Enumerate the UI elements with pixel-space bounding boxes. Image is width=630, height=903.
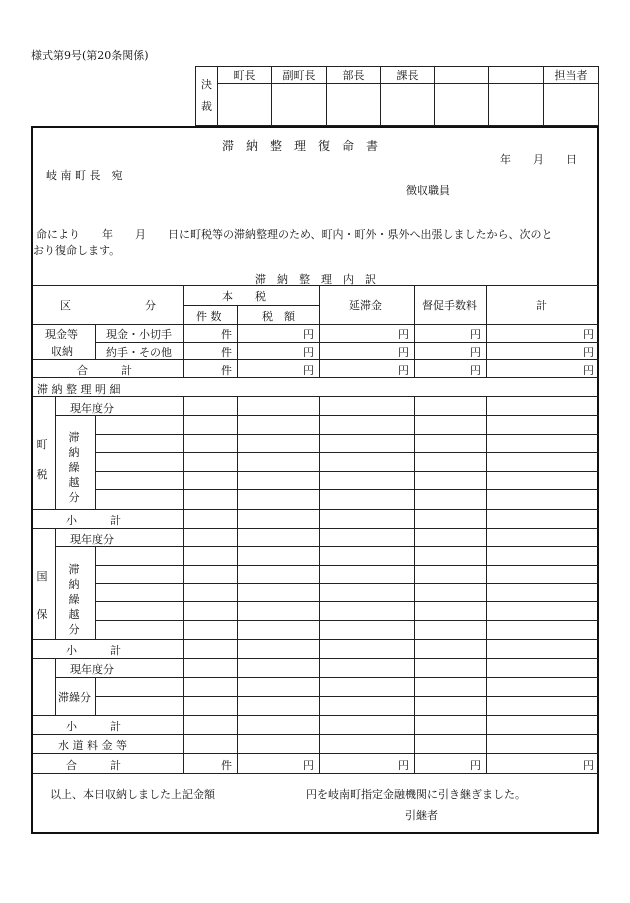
form-number: 様式第9号(第20条関係)	[31, 49, 149, 62]
header-zeigaku: 税 額	[262, 310, 295, 323]
grid-line	[183, 305, 319, 306]
carryover-label: 滞納繰越分	[68, 563, 80, 636]
grid-line	[414, 285, 415, 377]
grid-line	[95, 471, 599, 472]
current-year-label: 現年度分	[70, 663, 114, 676]
unit-ken: 件	[221, 328, 232, 341]
grid-line	[237, 305, 238, 377]
unit-yen: 円	[470, 364, 481, 377]
approval-col-tantosha: 担当者	[544, 67, 599, 84]
grid-line	[33, 773, 599, 774]
stamp-box[interactable]	[272, 84, 327, 126]
approval-col-blank2	[489, 67, 544, 84]
unit-yen: 円	[303, 346, 314, 359]
header-kensu: 件 数	[196, 310, 222, 323]
addressee: 岐 南 町 長 宛	[46, 169, 123, 182]
grid-line	[95, 434, 599, 435]
stamp-box[interactable]	[544, 84, 599, 126]
unit-yen: 円	[470, 328, 481, 341]
unit-yen: 円	[583, 364, 594, 377]
date-line[interactable]: 年 月 日	[500, 153, 577, 166]
grid-line	[95, 324, 96, 359]
grid-line	[55, 677, 599, 678]
grid-line	[486, 396, 487, 773]
unit-yen: 円	[398, 346, 409, 359]
unit-yen: 円	[398, 328, 409, 341]
unit-yen: 円	[398, 364, 409, 377]
stamp-box[interactable]	[435, 84, 489, 126]
group-label-shuno: 収納	[51, 345, 73, 358]
water-fee-label: 水 道 料 金 等	[58, 739, 127, 752]
hikitsugi-label: 引継者	[405, 809, 438, 822]
unit-ken: 件	[221, 346, 232, 359]
grid-line	[55, 528, 56, 639]
approval-label-text: 決裁	[201, 78, 212, 113]
subtotal-label: 小 計	[66, 644, 121, 657]
stamp-box[interactable]	[218, 84, 272, 126]
grid-line	[33, 715, 599, 716]
grid-line	[319, 285, 320, 377]
grid-line	[33, 324, 599, 325]
breakdown-title: 滞 納 整 理 内 訳	[255, 273, 376, 286]
grid-line	[237, 396, 238, 773]
grid-line	[95, 696, 599, 697]
unit-yen: 円	[470, 346, 481, 359]
approval-col-fukuchocho: 副町長	[272, 67, 327, 84]
grid-line	[33, 734, 599, 735]
grid-line	[95, 452, 599, 453]
unit-ken: 件	[221, 759, 232, 772]
grid-line	[95, 583, 599, 584]
stamp-box[interactable]	[381, 84, 435, 126]
grid-line	[33, 658, 599, 659]
header-kubun: 区	[60, 299, 71, 312]
unit-yen: 円	[303, 759, 314, 772]
header-bun: 分	[145, 299, 156, 312]
current-year-label: 現年度分	[70, 533, 114, 546]
group-label-genkin: 現金等	[45, 328, 78, 341]
unit-yen: 円	[303, 328, 314, 341]
unit-yen: 円	[583, 346, 594, 359]
body-text-line1: 命により 年 月 日に町税等の滞納整理のため、町内・町外・県外へ出張しましたから、次のと	[36, 228, 553, 241]
grid-line	[486, 285, 487, 377]
approval-table	[195, 66, 599, 126]
grid-line	[95, 342, 599, 343]
grid-line	[95, 677, 96, 715]
current-year-label: 現年度分	[70, 402, 114, 415]
unit-yen: 円	[583, 759, 594, 772]
grid-line	[95, 546, 96, 639]
approval-label	[196, 67, 218, 126]
carryover-label: 滞納繰越分	[68, 431, 80, 504]
approval-col-kacho: 課長	[381, 67, 435, 84]
grid-line	[95, 620, 599, 621]
subtotal-label: 小 計	[66, 720, 121, 733]
grid-line	[33, 639, 599, 640]
unit-yen: 円	[583, 328, 594, 341]
grid-line	[55, 658, 56, 715]
category-cho-zei: 町税	[36, 438, 48, 481]
header-kei: 計	[536, 299, 547, 312]
taikuri-label: 滞繰分	[58, 691, 91, 704]
document-title: 滞 納 整 理 復 命 書	[222, 139, 379, 153]
officer-label: 徴収職員	[406, 184, 450, 197]
detail-title: 滞 納 整 理 明 細	[37, 383, 121, 396]
grid-line	[33, 528, 599, 529]
unit-ken: 件	[221, 364, 232, 377]
grand-total-label: 合 計	[66, 759, 121, 772]
approval-col-blank1	[435, 67, 489, 84]
grid-line	[95, 489, 599, 490]
approval-col-chocho: 町長	[218, 67, 272, 84]
row-label-cash: 現金・小切手	[106, 328, 172, 341]
stamp-box[interactable]	[489, 84, 544, 126]
body-text-line2: おり復命します。	[33, 244, 121, 257]
row-label-other: 約手・その他	[106, 346, 172, 359]
subtotal-label: 小 計	[66, 514, 121, 527]
stamp-box[interactable]	[327, 84, 381, 126]
grid-line	[33, 285, 599, 286]
header-tokusoku: 督促手数料	[422, 299, 477, 312]
grid-line	[183, 285, 184, 377]
category-kokuho: 国保	[36, 570, 48, 621]
approval-col-bucho: 部長	[327, 67, 381, 84]
header-entaikin: 延滞金	[349, 299, 382, 312]
grid-line	[55, 546, 599, 547]
grid-line	[33, 753, 599, 754]
row-label-total: 合 計	[77, 364, 132, 377]
grid-line	[95, 415, 96, 509]
grid-line	[95, 601, 599, 602]
grid-line	[55, 415, 599, 416]
grid-line	[95, 565, 599, 566]
grid-line	[55, 396, 56, 509]
unit-yen: 円	[303, 364, 314, 377]
grid-line	[33, 509, 599, 510]
grid-line	[319, 396, 320, 773]
footer-text-part2: 円を岐南町指定金融機関に引き継ぎました。	[306, 788, 526, 801]
unit-yen: 円	[398, 759, 409, 772]
unit-yen: 円	[470, 759, 481, 772]
header-honzei: 本 税	[222, 290, 266, 303]
footer-text-part1: 以上、本日収納しました上記金額	[50, 788, 215, 801]
grid-line	[414, 396, 415, 773]
grid-line	[183, 396, 184, 773]
